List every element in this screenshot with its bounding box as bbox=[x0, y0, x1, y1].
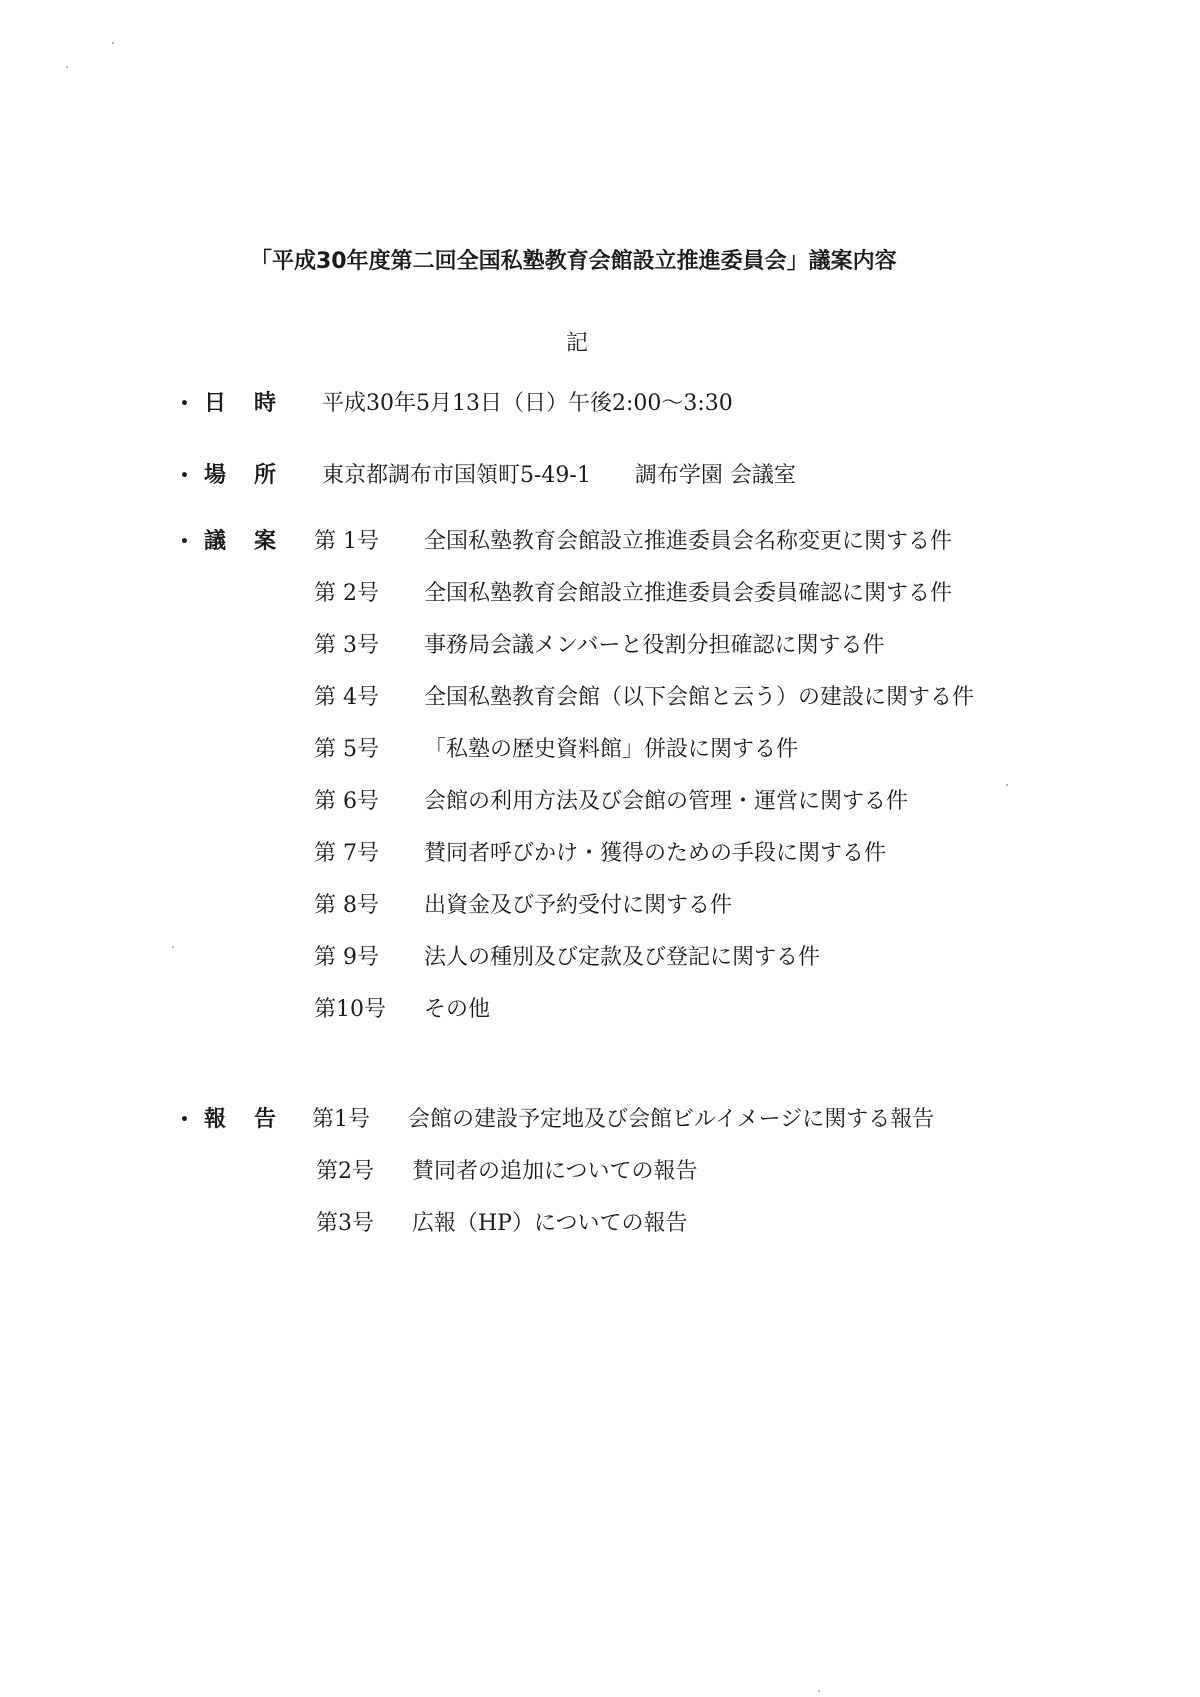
report-item bbox=[312, 1102, 934, 1133]
agenda-item-number: 第 5号 bbox=[314, 737, 379, 762]
agenda-item bbox=[314, 992, 490, 1023]
document-title: 「平成30年度第二回全国私塾教育会館設立推進委員会」議案内容 bbox=[250, 249, 897, 274]
place-value: 東京都調布市国領町5-49-1 調布学園 会議室 bbox=[322, 463, 796, 488]
agenda-label: 議案 bbox=[204, 529, 305, 554]
agenda-item-text: 出資金及び予約受付に関する件 bbox=[424, 893, 733, 918]
scan-speck bbox=[1006, 784, 1008, 786]
agenda-item-number: 第 4号 bbox=[314, 685, 379, 710]
datetime-value: 平成30年5月13日（日）午後2:00〜3:30 bbox=[322, 391, 733, 416]
agenda-item-number: 第10号 bbox=[314, 997, 386, 1022]
bullet-icon: • bbox=[180, 1112, 189, 1128]
bullet-icon: • bbox=[180, 396, 189, 412]
agenda-item-text: 全国私塾教育会館（以下会館と云う）の建設に関する件 bbox=[424, 685, 975, 710]
bullet-icon: • bbox=[180, 534, 189, 550]
agenda-item bbox=[314, 524, 952, 555]
report-item-number: 第1号 bbox=[312, 1107, 370, 1132]
agenda-item-text: その他 bbox=[424, 997, 491, 1022]
agenda-item-number: 第 2号 bbox=[314, 581, 379, 606]
place-label-row bbox=[180, 458, 304, 489]
report-item-text: 賛同者の追加についての報告 bbox=[412, 1159, 698, 1184]
agenda-item-text: 法人の種別及び定款及び登記に関する件 bbox=[424, 945, 821, 970]
report-label-row bbox=[180, 1102, 304, 1133]
agenda-item bbox=[314, 888, 732, 919]
scan-speck bbox=[66, 66, 68, 68]
report-item bbox=[316, 1154, 698, 1185]
report-item bbox=[316, 1206, 688, 1237]
agenda-item bbox=[314, 732, 798, 763]
report-item-number: 第2号 bbox=[316, 1159, 374, 1184]
agenda-item bbox=[314, 940, 820, 971]
place-label: 場所 bbox=[204, 463, 305, 488]
agenda-item-number: 第 9号 bbox=[314, 945, 379, 970]
report-item-text: 広報（HP）についての報告 bbox=[412, 1211, 688, 1236]
ki-heading: 記 bbox=[566, 331, 589, 356]
agenda-item-number: 第 8号 bbox=[314, 893, 379, 918]
agenda-item bbox=[314, 576, 952, 607]
agenda-item-number: 第 3号 bbox=[314, 633, 379, 658]
agenda-item-text: 会館の利用方法及び会館の管理・運営に関する件 bbox=[424, 789, 909, 814]
agenda-item-text: 全国私塾教育会館設立推進委員会委員確認に関する件 bbox=[424, 581, 953, 606]
agenda-item-text: 事務局会議メンバーと役割分担確認に関する件 bbox=[424, 633, 885, 658]
bullet-icon: • bbox=[180, 468, 189, 484]
agenda-item bbox=[314, 680, 974, 711]
agenda-item bbox=[314, 784, 908, 815]
agenda-item-text: 全国私塾教育会館設立推進委員会名称変更に関する件 bbox=[424, 529, 953, 554]
report-item-text: 会館の建設予定地及び会館ビルイメージに関する報告 bbox=[408, 1107, 935, 1132]
scan-speck bbox=[112, 42, 114, 44]
datetime-label-row bbox=[180, 386, 304, 417]
scan-speck bbox=[818, 1690, 820, 1692]
agenda-item-number: 第 1号 bbox=[314, 529, 379, 554]
agenda-item-number: 第 7号 bbox=[314, 841, 379, 866]
datetime-label: 日時 bbox=[204, 391, 305, 416]
agenda-item-number: 第 6号 bbox=[314, 789, 379, 814]
agenda-item bbox=[314, 628, 884, 659]
agenda-item-text: 「私塾の歴史資料館」併設に関する件 bbox=[424, 737, 799, 762]
agenda-item bbox=[314, 836, 886, 867]
report-item-number: 第3号 bbox=[316, 1211, 374, 1236]
agenda-item-text: 賛同者呼びかけ・獲得のための手段に関する件 bbox=[424, 841, 887, 866]
scan-speck bbox=[172, 946, 174, 948]
report-label: 報告 bbox=[204, 1107, 305, 1132]
agenda-label-row bbox=[180, 524, 304, 555]
